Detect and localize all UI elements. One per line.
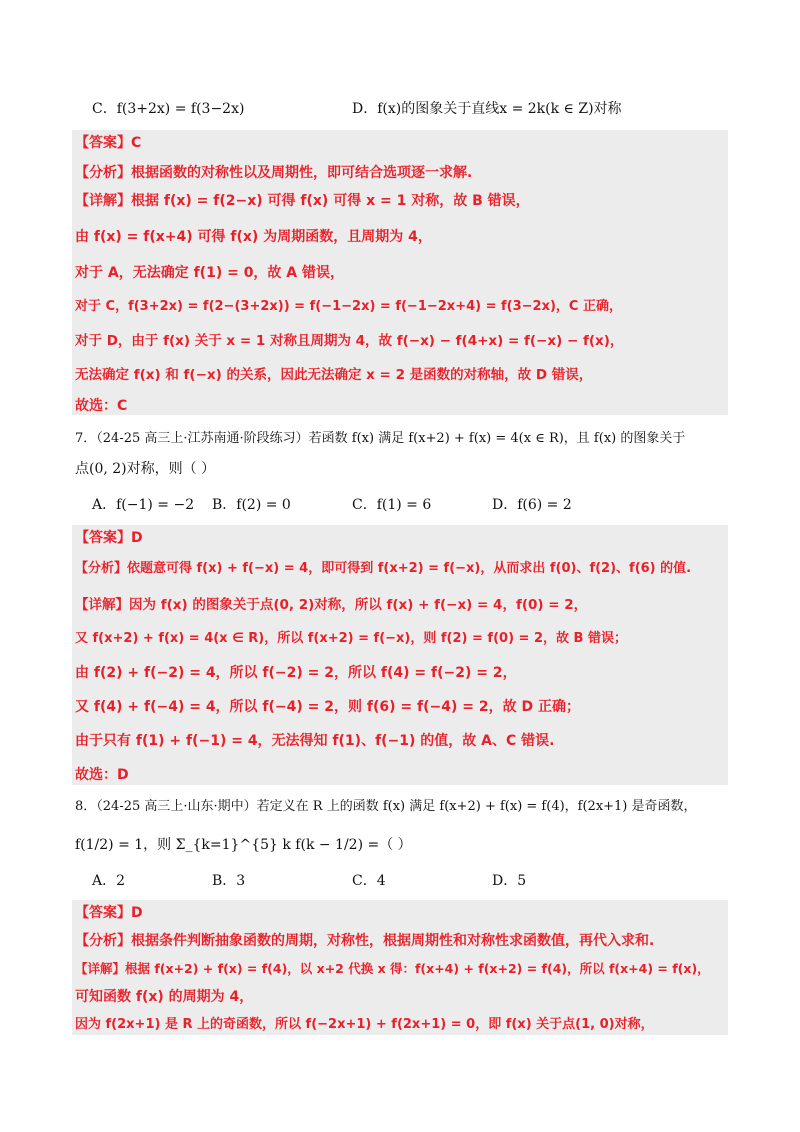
q8-stem-line-1: 8．（24-25 高三上·山东·期中）若定义在 R 上的函数 f(x) 满足 f(x+2) + f(x) = f(4)，f(2x+1) 是奇函数， xyxy=(75,799,697,814)
q7-detail-line-1: 【详解】因为 f(x) 的图象关于点(0, 2)对称，所以 f(x) + f(−x) = 4，f(0) = 2， xyxy=(75,597,588,613)
q8-analysis: 【分析】根据条件判断抽象函数的周期，对称性，根据周期性和对称性求函数值，再代入求和. xyxy=(75,933,655,949)
q7-detail-line-2: 又 f(x+2) + f(x) = 4(x ∈ R)，所以 f(x+2) = f(−x)，则 f(2) = f(0) = 2，故 B 错误； xyxy=(75,631,627,646)
q6-detail-line-3: 对于 A，无法确定 f(1) = 0，故 A 错误， xyxy=(75,265,345,281)
q7-stem-line-2: 点(0, 2)对称，则（ ） xyxy=(75,461,216,477)
q7-option-b: B．f(2) = 0 xyxy=(212,497,291,513)
q8-option-b: B．3 xyxy=(212,873,246,889)
q6-analysis: 【分析】根据函数的对称性以及周期性，即可结合选项逐一求解. xyxy=(75,165,473,181)
q8-option-d: D．5 xyxy=(492,873,527,889)
q7-option-c: C．f(1) = 6 xyxy=(352,497,432,513)
q8-stem-line-2: f(1/2) = 1，则 Σ_{k=1}^{5} k f(k − 1/2) =（ ） xyxy=(75,837,412,853)
q6-detail-line-7: 故选：C xyxy=(75,398,128,414)
q6-detail-line-5: 对于 D，由于 f(x) 关于 x = 1 对称且周期为 4，故 f(−x) − f(4+x) = f(−x) − f(x)， xyxy=(75,333,624,349)
q7-stem-line-1: 7．（24-25 高三上·江苏南通·阶段练习）若函数 f(x) 满足 f(x+2) + f(x) = 4(x ∈ R)，且 f(x) 的图象关于 xyxy=(75,431,686,446)
q6-detail-line-6: 无法确定 f(x) 和 f(−x) 的关系，因此无法确定 x = 2 是函数的对称轴，故 D 错误， xyxy=(75,367,593,383)
q8-detail-line-3: 因为 f(2x+1) 是 R 上的奇函数，所以 f(−2x+1) + f(2x+1) = 0，即 f(x) 关于点(1, 0)对称， xyxy=(75,1017,654,1032)
q7-analysis: 【分析】依题意可得 f(x) + f(−x) = 4，即可得到 f(x+2) = f(−x)，从而求出 f(0)、f(2)、f(6) 的值. xyxy=(75,561,692,576)
q7-option-d: D．f(6) = 2 xyxy=(492,497,572,513)
q7-detail-line-4: 又 f(4) + f(−4) = 4，所以 f(−4) = 2，则 f(6) = f(−4) = 2，故 D 正确； xyxy=(75,699,580,715)
q7-answer: 【答案】D xyxy=(75,530,143,546)
q8-option-c: C．4 xyxy=(352,873,386,889)
q7-detail-line-3: 由 f(2) + f(−2) = 4，所以 f(−2) = 2，所以 f(4) = f(−2) = 2， xyxy=(75,665,517,681)
q6-option-c: C．f(3+2x) = f(3−2x) xyxy=(92,101,245,117)
q7-detail-line-6: 故选：D xyxy=(75,767,129,783)
q8-option-a: A．2 xyxy=(92,873,126,889)
q6-detail-line-2: 由 f(x) = f(x+4) 可得 f(x) 为周期函数，且周期为 4， xyxy=(75,229,432,245)
q6-option-d: D．f(x)的图象关于直线x = 2k(k ∈ Z)对称 xyxy=(352,101,622,117)
q8-detail-line-2: 可知函数 f(x) 的周期为 4， xyxy=(75,989,254,1005)
q7-option-a: A．f(−1) = −2 xyxy=(92,497,195,513)
q8-detail-line-1: 【详解】根据 f(x+2) + f(x) = f(4)，以 x+2 代换 x 得：f(x+4) + f(x+2) = f(4)，所以 f(x+4) = f(x)， xyxy=(75,961,710,976)
q6-answer: 【答案】C xyxy=(75,135,142,151)
q6-detail-line-1: 【详解】根据 f(x) = f(2−x) 可得 f(x) 可得 x = 1 对称，故 B 错误， xyxy=(75,193,530,209)
q6-detail-line-4: 对于 C，f(3+2x) = f(2−(3+2x)) = f(−1−2x) = f(−1−2x+4) = f(3−2x)，C 正确， xyxy=(75,299,622,314)
q8-answer: 【答案】D xyxy=(75,905,143,921)
q7-detail-line-5: 由于只有 f(1) + f(−1) = 4，无法得知 f(1)、f(−1) 的值，故 A、C 错误. xyxy=(75,733,555,749)
